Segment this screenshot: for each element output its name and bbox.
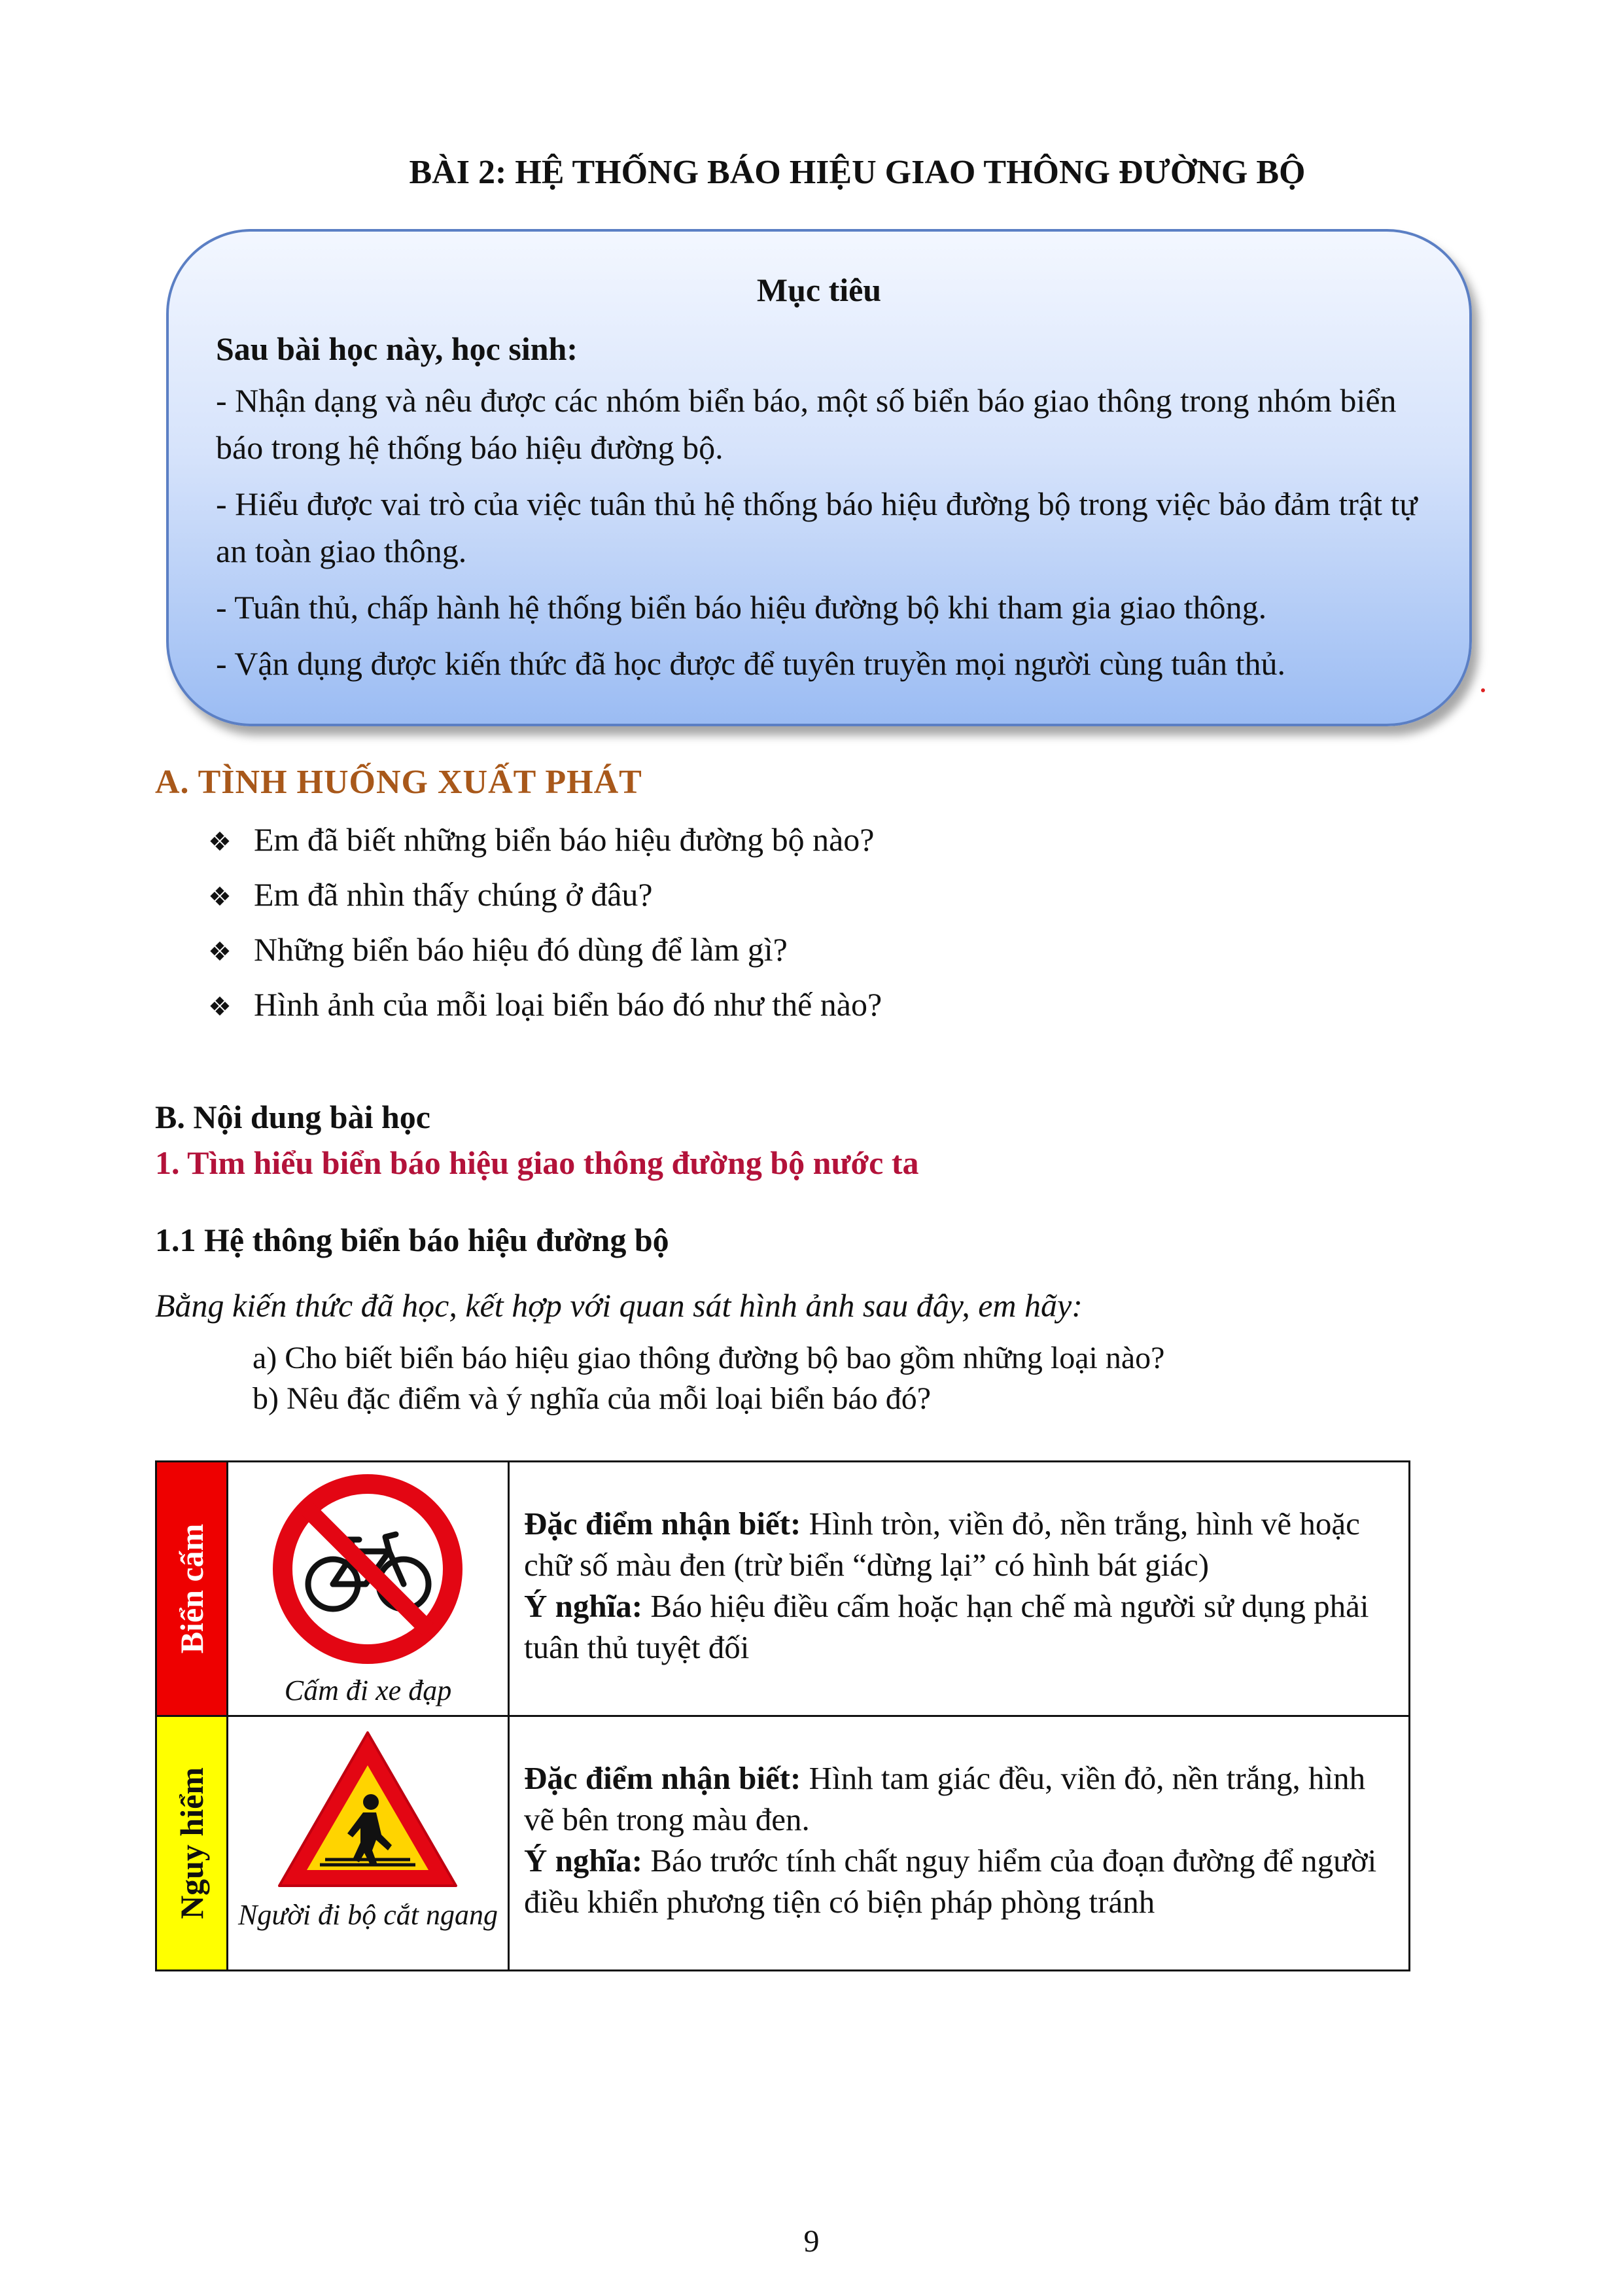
category-cell bbox=[156, 1462, 228, 1716]
signs-table bbox=[155, 1460, 1410, 1971]
decorative-dot bbox=[1481, 688, 1485, 692]
list-item: ❖ Những biển báo hiệu đó dùng để làm gì? bbox=[208, 931, 788, 968]
no-bicycle-sign-icon bbox=[273, 1474, 462, 1664]
diamond-bullet-icon: ❖ bbox=[208, 937, 232, 967]
meaning-label: Ý nghĩa: bbox=[524, 1843, 643, 1879]
feature-text: Hình tròn, viền đỏ, nền trắng, hình vẽ hoặc chữ số màu đen (trừ biển “dừng lại” có hình bát giác) bbox=[524, 1506, 1360, 1583]
page-number: 9 bbox=[803, 2224, 820, 2259]
objective-item: - Tuân thủ, chấp hành hệ thống biển báo hiệu đường bộ khi tham gia giao thông. bbox=[216, 589, 1267, 626]
feature-label: Đặc điểm nhận biết: bbox=[524, 1506, 801, 1542]
task-item: a) Cho biết biển báo hiệu giao thông đường bộ bao gồm những loại nào? bbox=[253, 1341, 1165, 1375]
page-title: BÀI 2: HỆ THỐNG BÁO HIỆU GIAO THÔNG ĐƯỜNG BỘ bbox=[409, 154, 1306, 191]
sign-caption: Cấm đi xe đạp bbox=[284, 1674, 452, 1706]
section-b-heading: B. Nội dung bài học bbox=[155, 1099, 430, 1135]
section-a-heading: A. TÌNH HUỐNG XUẤT PHÁT bbox=[155, 764, 642, 801]
diamond-bullet-icon: ❖ bbox=[208, 992, 232, 1022]
objective-item: - Hiểu được vai trò của việc tuân thủ hệ thống báo hiệu đường bộ trong việc bảo đảm trật tự an toàn giao thông. bbox=[216, 486, 1418, 569]
list-item: ❖ Em đã nhìn thấy chúng ở đâu? bbox=[208, 876, 653, 913]
table-row bbox=[156, 1716, 1410, 1971]
objectives-intro: Sau bài học này, học sinh: bbox=[216, 330, 578, 367]
objective-item: - Nhận dạng và nêu được các nhóm biển báo, một số biển báo giao thông trong nhóm biển báo trong hệ thống báo hiệu đường bộ. bbox=[216, 382, 1397, 466]
sign-image-cell bbox=[228, 1716, 509, 1971]
list-item: ❖ Em đã biết những biển báo hiệu đường bộ nào? bbox=[208, 821, 875, 858]
sign-image-cell bbox=[228, 1462, 509, 1716]
meaning-text: Báo hiệu điều cấm hoặc hạn chế mà người sử dụng phải tuân thủ tuyệt đối bbox=[524, 1588, 1369, 1665]
objective-item: - Vận dụng được kiến thức đã học được để tuyên truyền mọi người cùng tuân thủ. bbox=[216, 645, 1286, 682]
subsection-1-heading: 1. Tìm hiểu biển báo hiệu giao thông đường bộ nước ta bbox=[155, 1144, 919, 1181]
diamond-bullet-icon: ❖ bbox=[208, 882, 232, 912]
sign-description-cell bbox=[509, 1462, 1410, 1716]
instruction-text: Bằng kiến thức đã học, kết hợp với quan sát hình ảnh sau đây, em hãy: bbox=[155, 1287, 1083, 1324]
objectives-box bbox=[166, 229, 1472, 726]
task-item: b) Nêu đặc điểm và ý nghĩa của mỗi loại biển báo đó? bbox=[253, 1381, 931, 1416]
category-label: Nguy hiểm bbox=[173, 1767, 210, 1919]
list-item: ❖ Hình ảnh của mỗi loại biển báo đó như thế nào? bbox=[208, 986, 882, 1023]
feature-text: Hình tam giác đều, viền đỏ, nền trắng, hình vẽ bên trong màu đen. bbox=[524, 1760, 1366, 1837]
diamond-bullet-icon: ❖ bbox=[208, 827, 232, 857]
table-row bbox=[156, 1462, 1410, 1716]
subsection-1-1-heading: 1.1 Hệ thông biển báo hiệu đường bộ bbox=[155, 1222, 669, 1258]
category-cell bbox=[156, 1716, 228, 1971]
objectives-heading: Mục tiêu bbox=[756, 272, 882, 308]
category-label: Biển cấm bbox=[173, 1523, 210, 1654]
sign-description-cell bbox=[509, 1716, 1410, 1971]
feature-label: Đặc điểm nhận biết: bbox=[524, 1760, 801, 1796]
meaning-text: Báo trước tính chất nguy hiểm của đoạn đường để người điều khiển phương tiện có biện pháp phòng tránh bbox=[524, 1843, 1377, 1920]
meaning-label: Ý nghĩa: bbox=[524, 1588, 643, 1624]
sign-caption: Người đi bộ cắt ngang bbox=[237, 1899, 498, 1931]
pedestrian-crossing-warning-sign-icon bbox=[273, 1725, 462, 1895]
